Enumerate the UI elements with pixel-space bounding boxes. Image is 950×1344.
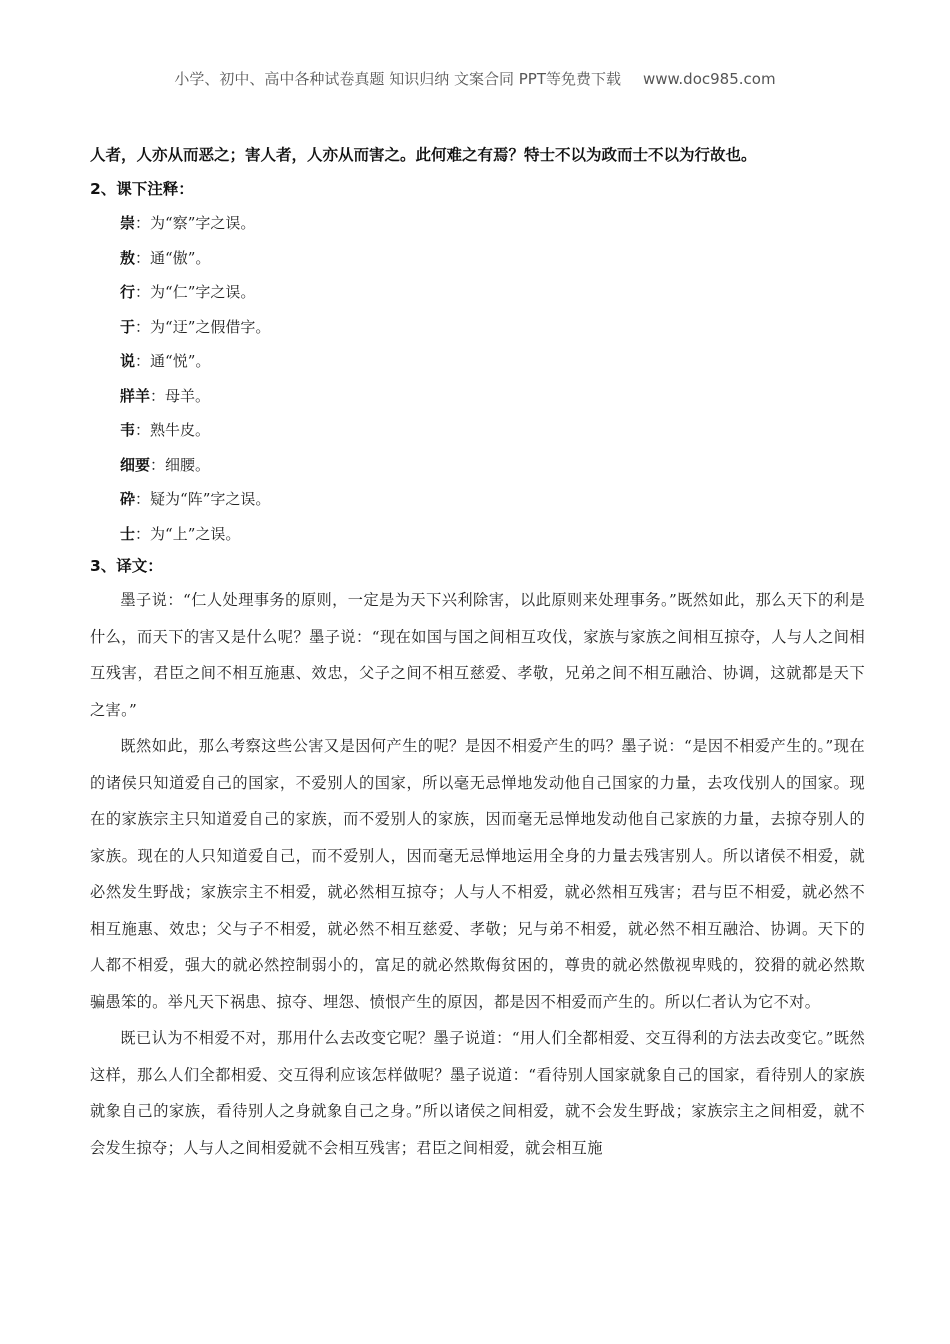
note-item — [120, 524, 865, 544]
note-item — [120, 248, 865, 268]
note-text: 为“察”字之误。 — [150, 214, 256, 232]
header-text: 小学、初中、高中各种试卷真题 知识归纳 文案合同 PPT等免费下载 — [174, 70, 621, 88]
translation-paragraph: 既然如此，那么考察这些公害又是因何产生的呢？是因不相爱产生的吗？墨子说：“是因不相爱产生的。”现在的诸侯只知道爱自己的国家，不爱别人的国家，所以毫无忌惮地发动他自己国家的力量，去攻伐别人的国家。现在的家族宗主只知道爱自己的家族，而不爱别人的家族，因而毫无忌惮地发动他自己家族的力量，去掠夺别人的家族。现在的人只知道爱自己，而不爱别人，因而毫无忌惮地运用全身的力量去残害别人。所以诸侯不相爱，就必然发生野战；家族宗主不相爱，就必然相互掠夺；人与人不相爱，就必然相互残害；君与臣不相爱，就必然不相互施惠、效忠；父与子不相爱，就必然不相互慈爱、孝敬；兄与弟不相爱，就必然不相互融洽、协调。天下的人都不相爱，强大的就必然控制弱小的，富足的就必然欺侮贫困的，尊贵的就必然傲视卑贱的，狡猾的就必然欺骗愚笨的。举凡天下祸患、掠夺、埋怨、愤恨产生的原因，都是因不相爱而产生的。所以仁者认为它不对。 — [90, 737, 865, 1011]
note-sep: ： — [135, 317, 151, 336]
note-item — [120, 317, 865, 337]
note-term: 砕 — [120, 490, 136, 508]
note-term: 崇 — [120, 214, 136, 232]
page-header — [0, 68, 950, 89]
note-text: 疑为“阵”字之误。 — [150, 490, 271, 508]
note-term: 细要 — [120, 455, 151, 474]
note-sep: ： — [135, 490, 151, 508]
note-term: 敖 — [120, 248, 136, 267]
note-sep: ： — [150, 455, 166, 474]
note-text: 为“仁”字之误。 — [150, 283, 256, 301]
note-item — [120, 455, 865, 475]
note-term: 牂羊 — [120, 386, 151, 405]
note-item — [120, 282, 865, 302]
note-term: 士 — [120, 524, 136, 543]
intro-line: 人者，人亦从而恶之；害人者，人亦从而害之。此何难之有焉？特士不以为政而士不以为行故也。 — [90, 146, 757, 164]
note-term: 说 — [120, 352, 136, 370]
note-term: 行 — [120, 283, 136, 301]
note-term: 韦 — [120, 421, 136, 439]
note-term: 于 — [120, 317, 136, 336]
document-body — [90, 145, 865, 1166]
note-sep: ： — [135, 524, 151, 543]
note-sep: ： — [135, 283, 151, 301]
note-sep: ： — [150, 386, 166, 405]
note-text: 通“傲”。 — [150, 248, 211, 267]
note-text: 母羊。 — [165, 386, 211, 405]
note-text: 细腰。 — [165, 455, 211, 474]
note-text: 熟牛皮。 — [150, 421, 211, 439]
note-sep: ： — [135, 248, 151, 267]
translation-paragraph: 墨子说：“仁人处理事务的原则，一定是为天下兴利除害，以此原则来处理事务。”既然如此，那么天下的利是什么，而天下的害又是什么呢？墨子说：“现在如国与国之间相互攻伐，家族与家族之间相互掠夺，人与人之间相互残害，君臣之间不相互施惠、效忠，父子之间不相互慈爱、孝敬，兄弟之间不相互融洽、协调，这就都是天下之害。” — [90, 591, 865, 719]
note-item — [120, 213, 865, 233]
note-item — [120, 420, 865, 440]
notes-section-title: 2、课下注释： — [90, 180, 194, 198]
note-item — [120, 386, 865, 406]
header-site-link[interactable]: www.doc985.com — [642, 70, 776, 88]
notes-list — [120, 213, 865, 544]
note-sep: ： — [135, 214, 151, 232]
note-text: 为“迂”之假借字。 — [150, 317, 271, 336]
note-text: 通“悦”。 — [150, 352, 211, 370]
note-item — [120, 351, 865, 371]
translation-section-title: 3、译文： — [90, 557, 163, 575]
note-item — [120, 489, 865, 509]
note-sep: ： — [135, 421, 151, 439]
translation-paragraph: 既已认为不相爱不对，那用什么去改变它呢？墨子说道：“用人们全都相爱、交互得利的方法去改变它。”既然这样，那么人们全都相爱、交互得利应该怎样做呢？墨子说道：“看待别人国家就象自己的国家，看待别人的家族就象自己的家族，看待别人之身就象自己之身。”所以诸侯之间相爱，就不会发生野战；家族宗主之间相爱，就不会发生掠夺；人与人之间相爱就不会相互残害；君臣之间相爱，就会相互施 — [90, 1029, 865, 1157]
note-text: 为“上”之误。 — [150, 524, 241, 543]
note-sep: ： — [135, 352, 151, 370]
